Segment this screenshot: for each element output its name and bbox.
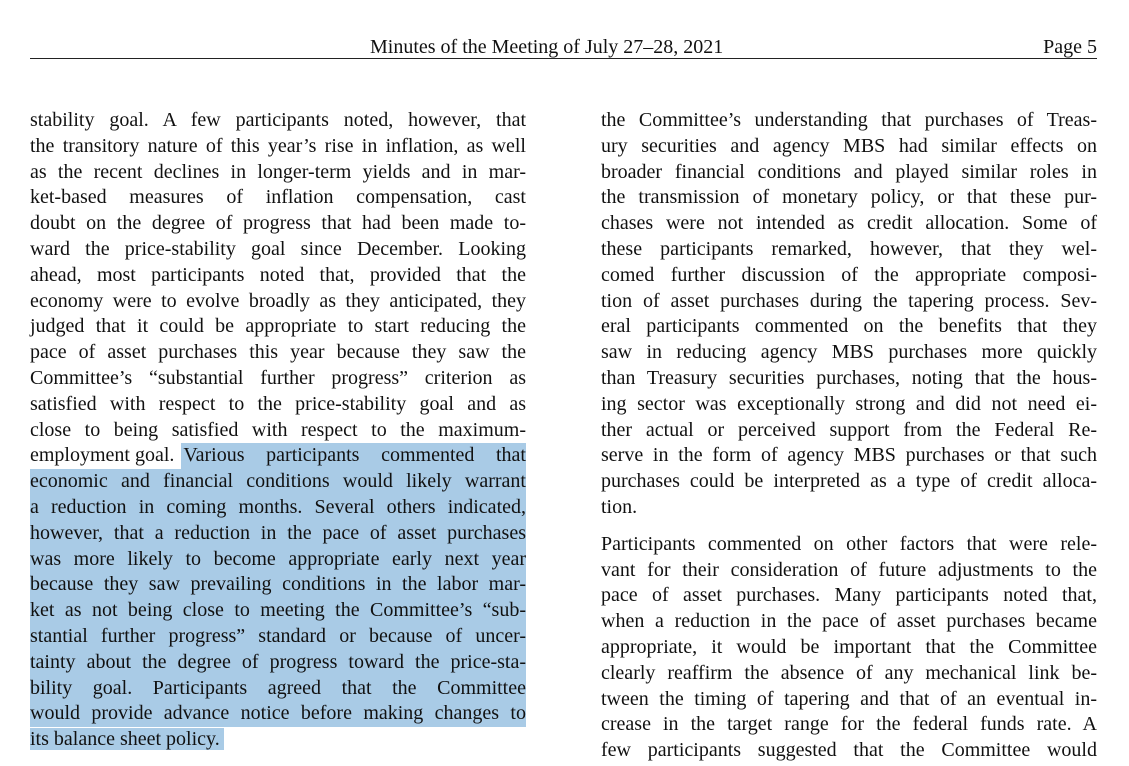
text-line[interactable]: purchases could be interpreted as a type of credit alloca- [601,470,1097,493]
text-line[interactable]: pace of asset purchases this year because they saw the [30,341,526,364]
document-title: Minutes of the Meeting of July 27–28, 2021 [370,36,724,58]
text-line[interactable]: appropriate, it would be important that the Committee [601,635,1097,658]
highlighted-text-line-last[interactable] [30,727,526,753]
highlighted-text-line[interactable]: economic and financial conditions would likely warrant [30,469,526,495]
text-segment: employment goal. [30,444,175,467]
text-line[interactable]: serve in the form of agency MBS purchases or that such [601,444,1097,467]
page-number: Page 5 [1043,36,1097,58]
paragraph-gap [601,521,1097,532]
text-line[interactable]: ahead, most participants noted that, provided that the [30,263,526,286]
highlighted-text-line[interactable]: would provide advance notice before making changes to [30,701,526,727]
text-line[interactable]: chases were not intended as credit allocation. Some of [601,212,1097,235]
text-line[interactable]: the Committee’s understanding that purchases of Treas- [601,109,1097,131]
highlighted-text: Various participants commented that [181,443,526,469]
text-line[interactable]: than Treasury securities purchases, noting that the hous- [601,366,1097,389]
right-column [601,108,1097,764]
text-line[interactable]: comed further discussion of the appropriate composi- [601,263,1097,286]
highlighted-text-line[interactable]: because they saw prevailing conditions in the labor mar- [30,572,526,598]
text-line[interactable]: satisfied with respect to the price-stability goal and as [30,392,526,415]
text-line[interactable]: the transitory nature of this year’s rise in inflation, as well [30,134,526,157]
text-line[interactable]: tion. [601,495,638,518]
text-line-mixed[interactable] [30,443,526,469]
highlighted-text-line[interactable]: bility goal. Participants agreed that the Committee [30,676,526,702]
highlighted-text-line[interactable]: however, that a reduction in the pace of asset purchases [30,521,526,547]
text-line[interactable]: Participants commented on other factors that were rele- [601,532,1097,555]
page-header [30,36,1097,59]
text-line[interactable]: close to being satisfied with respect to the maximum- [30,418,526,441]
text-line[interactable]: ury securities and agency MBS had similar effects on [601,134,1097,157]
left-column [30,108,526,753]
text-line[interactable]: tween the timing of tapering and that of an eventual in- [601,687,1097,710]
text-line[interactable]: stability goal. A few participants noted, however, that [30,109,526,131]
text-line[interactable]: pace of asset purchases. Many participants noted that, [601,584,1097,607]
text-line[interactable]: Committee’s “substantial further progress” criterion as [30,366,526,389]
text-line[interactable]: judged that it could be appropriate to start reducing the [30,315,526,338]
highlighted-text-line[interactable]: was more likely to become appropriate early next year [30,547,526,573]
highlighted-text-line[interactable]: ket as not being close to meeting the Committee’s “sub- [30,598,526,624]
highlighted-text: its balance sheet policy. [30,728,224,750]
text-line[interactable]: broader financial conditions and played similar roles in [601,160,1097,183]
highlighted-text-line[interactable]: tainty about the degree of progress toward the price-sta- [30,650,526,676]
text-line[interactable]: these participants remarked, however, that they wel- [601,237,1097,260]
text-line[interactable]: vant for their consideration of future adjustments to the [601,558,1097,581]
text-line[interactable]: ward the price-stability goal since December. Looking [30,237,526,260]
text-line[interactable]: clearly reaffirm the absence of any mechanical link be- [601,661,1097,684]
text-line[interactable]: ket-based measures of inflation compensation, cast [30,186,526,209]
text-line[interactable]: doubt on the degree of progress that had been made to- [30,212,526,235]
text-line[interactable]: crease in the target range for the federal funds rate. A [601,713,1097,736]
highlighted-text-line[interactable]: a reduction in coming months. Several others indicated, [30,495,526,521]
text-line[interactable]: the transmission of monetary policy, or that these pur- [601,186,1097,209]
text-line[interactable]: as the recent declines in longer-term yields and in mar- [30,160,526,183]
highlighted-text-line[interactable]: stantial further progress” standard or because of uncer- [30,624,526,650]
text-line[interactable]: ther actual or perceived support from the Federal Re- [601,418,1097,441]
text-line[interactable]: when a reduction in the pace of asset purchases became [601,610,1097,633]
text-line[interactable]: economy were to evolve broadly as they anticipated, they [30,289,526,312]
text-line[interactable]: saw in reducing agency MBS purchases more quickly [601,341,1097,364]
text-line[interactable]: few participants suggested that the Committee would [601,739,1097,762]
text-line[interactable]: tion of asset purchases during the tapering process. Sev- [601,289,1097,312]
text-line[interactable]: eral participants commented on the benefits that they [601,315,1097,338]
text-line[interactable]: ing sector was exceptionally strong and did not need ei- [601,392,1097,415]
